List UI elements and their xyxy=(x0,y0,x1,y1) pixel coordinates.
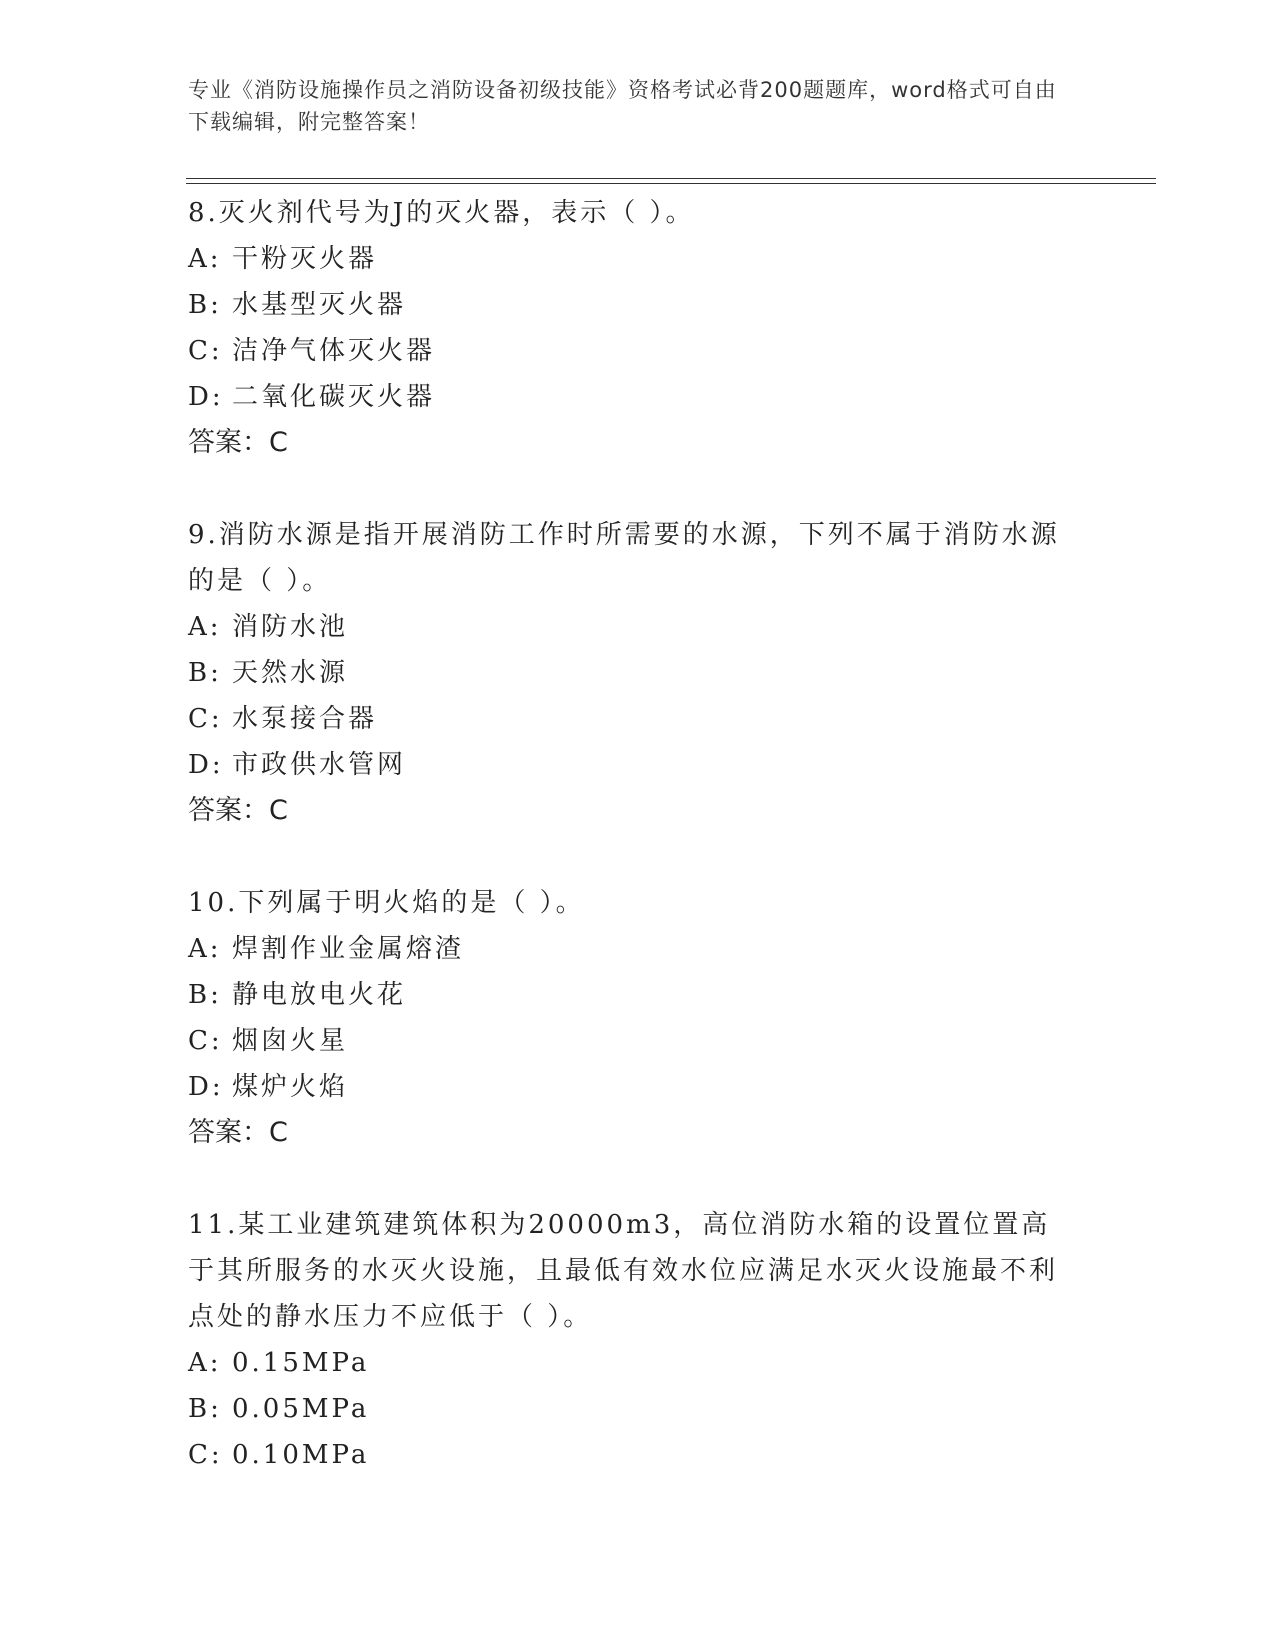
option-letter: C: xyxy=(188,1026,223,1056)
question-list xyxy=(188,190,1078,1524)
option-letter: C: xyxy=(188,704,223,734)
option-letter: A: xyxy=(188,934,222,964)
option-b xyxy=(188,972,1078,1018)
answer-line: 答案：C xyxy=(188,1117,288,1148)
option-letter: C: xyxy=(188,336,223,366)
option-text: 消防水池 xyxy=(232,612,349,642)
question-stem: 10.下列属于明火焰的是（ ）。 xyxy=(188,888,585,918)
question-8 xyxy=(188,190,1078,466)
option-letter: B: xyxy=(188,1394,222,1424)
option-c xyxy=(188,696,1078,742)
option-letter: B: xyxy=(188,290,222,320)
header-divider-top xyxy=(186,178,1156,179)
option-b xyxy=(188,650,1078,696)
option-a xyxy=(188,236,1078,282)
option-c xyxy=(188,1432,1078,1478)
option-text: 静电放电火花 xyxy=(232,980,407,1010)
option-letter: D: xyxy=(188,1072,224,1102)
option-a xyxy=(188,604,1078,650)
option-c xyxy=(188,328,1078,374)
document-header: 专业《消防设施操作员之消防设备初级技能》资格考试必背200题题库，word格式可自由下载编辑，附完整答案！ xyxy=(188,78,1057,134)
header-divider-bottom xyxy=(186,183,1156,184)
option-d xyxy=(188,374,1078,420)
option-letter: D: xyxy=(188,382,224,412)
option-text: 0.15MPa xyxy=(232,1348,370,1378)
option-c xyxy=(188,1018,1078,1064)
option-text: 天然水源 xyxy=(232,658,349,688)
option-text: 水泵接合器 xyxy=(232,704,378,734)
question-9 xyxy=(188,512,1078,834)
option-text: 0.10MPa xyxy=(232,1440,370,1470)
answer-line: 答案：C xyxy=(188,795,288,826)
answer-line: 答案：C xyxy=(188,427,288,458)
option-letter: A: xyxy=(188,244,222,274)
option-text: 干粉灭火器 xyxy=(232,244,378,274)
option-letter: B: xyxy=(188,658,222,688)
option-text: 二氧化碳灭火器 xyxy=(232,382,436,412)
option-letter: A: xyxy=(188,1348,222,1378)
option-text: 水基型灭火器 xyxy=(232,290,407,320)
option-text: 洁净气体灭火器 xyxy=(232,336,436,366)
question-11 xyxy=(188,1202,1078,1478)
question-stem: 8.灭火剂代号为J的灭火器，表示（ ）。 xyxy=(188,198,695,228)
option-letter: B: xyxy=(188,980,222,1010)
option-text: 焊割作业金属熔渣 xyxy=(232,934,465,964)
option-letter: A: xyxy=(188,612,222,642)
option-d xyxy=(188,1064,1078,1110)
option-b xyxy=(188,282,1078,328)
option-text: 煤炉火焰 xyxy=(232,1072,349,1102)
question-stem: 11.某工业建筑建筑体积为20000m3，高位消防水箱的设置位置高于其所服务的水灭火设施，且最低有效水位应满足水灭火设施最不利点处的静水压力不应低于（ ）。 xyxy=(188,1210,1059,1332)
question-stem: 9.消防水源是指开展消防工作时所需要的水源，下列不属于消防水源的是（ ）。 xyxy=(188,520,1060,596)
question-10 xyxy=(188,880,1078,1156)
option-text: 0.05MPa xyxy=(232,1394,370,1424)
option-a xyxy=(188,926,1078,972)
option-text: 市政供水管网 xyxy=(232,750,407,780)
option-a xyxy=(188,1340,1078,1386)
option-d xyxy=(188,742,1078,788)
option-b xyxy=(188,1386,1078,1432)
option-letter: C: xyxy=(188,1440,223,1470)
option-text: 烟囱火星 xyxy=(232,1026,349,1056)
option-letter: D: xyxy=(188,750,224,780)
